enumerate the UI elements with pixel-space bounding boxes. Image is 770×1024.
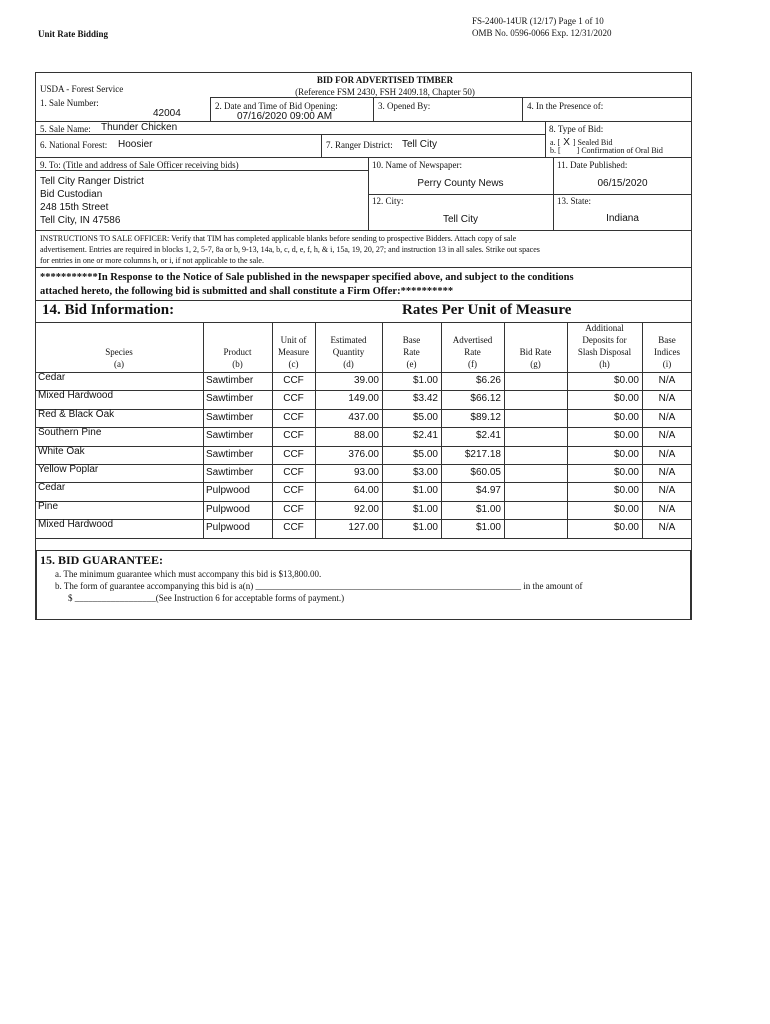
- rates-title: Rates Per Unit of Measure: [402, 302, 572, 318]
- form-type-title: Unit Rate Bidding: [38, 29, 109, 39]
- column-header-label: Deposits for: [582, 335, 627, 345]
- national-forest-label: 6. National Forest:: [40, 140, 108, 150]
- to-label: 9. To: (Title and address of Sale Officer receiving bids): [40, 160, 239, 170]
- form-number: FS-2400-14UR (12/17) Page 1 of 10: [472, 16, 604, 26]
- column-header-label: Slash Disposal: [577, 347, 632, 357]
- slash-deposit-cell: $0.00: [613, 503, 639, 515]
- city-label: 12. City:: [372, 196, 404, 206]
- newspaper-value[interactable]: Perry County News: [417, 178, 504, 189]
- column-header-label: Quantity: [332, 347, 365, 357]
- column-header-code: (f): [468, 359, 477, 369]
- row-divider: [35, 538, 692, 539]
- bid-type-a-prefix: a. [: [550, 138, 561, 147]
- quantity-cell: 64.00: [353, 485, 379, 497]
- divider: [210, 97, 692, 98]
- advertised-rate-cell: $2.41: [475, 430, 501, 442]
- column-header-label: Indices: [654, 347, 680, 357]
- base-indices-cell: N/A: [658, 503, 676, 515]
- bid-type-a-text: ] Sealed Bid: [572, 138, 613, 147]
- column-header-label: Species: [105, 347, 133, 357]
- base-indices-cell: N/A: [658, 467, 676, 478]
- product-cell: Pulpwood: [206, 522, 250, 534]
- base-rate-cell: $1.00: [412, 485, 438, 497]
- bid-opening-value[interactable]: 07/16/2020 09:00 AM: [237, 111, 333, 122]
- product-cell: Sawtimber: [206, 448, 254, 460]
- base-indices-cell: N/A: [658, 430, 676, 442]
- slash-deposit-cell: $0.00: [613, 411, 639, 423]
- species-cell: Yellow Poplar: [38, 464, 99, 475]
- state-label: 13. State:: [557, 196, 591, 206]
- slash-deposit-cell: $0.00: [613, 375, 639, 386]
- column-header-code: (e): [406, 359, 417, 369]
- base-indices-cell: N/A: [658, 522, 676, 534]
- product-cell: Sawtimber: [206, 411, 254, 423]
- omb-number: OMB No. 0596-0066 Exp. 12/31/2020: [472, 28, 612, 38]
- unit-cell: CCF: [283, 393, 304, 405]
- advertised-rate-cell: $89.12: [470, 411, 501, 423]
- column-header-label: Advertised: [452, 335, 493, 345]
- advertised-rate-cell: $66.12: [470, 393, 501, 405]
- bid-guarantee-title: 15. BID GUARANTEE:: [40, 553, 164, 567]
- column-header-label: Measure: [278, 347, 309, 357]
- divider: [321, 134, 322, 157]
- sale-number-value[interactable]: 42004: [153, 108, 181, 119]
- address-line: Tell City, IN 47586: [40, 215, 121, 226]
- unit-cell: CCF: [283, 375, 304, 386]
- column-header: [382, 334, 441, 370]
- quantity-cell: 437.00: [348, 411, 379, 423]
- quantity-cell: 39.00: [353, 375, 379, 386]
- column-header-code: (i): [662, 359, 672, 369]
- address-line: Bid Custodian: [40, 189, 103, 200]
- bid-opening-label: 2. Date and Time of Bid Opening:: [215, 101, 338, 111]
- opened-by-label: 3. Opened By:: [378, 101, 431, 111]
- product-cell: Sawtimber: [206, 430, 254, 442]
- column-header-label: Base: [658, 335, 676, 345]
- divider: [35, 230, 692, 231]
- product-cell: Sawtimber: [206, 393, 254, 405]
- product-cell: Sawtimber: [206, 467, 254, 478]
- column-header-code: (h): [599, 359, 610, 369]
- divider: [35, 300, 692, 301]
- species-cell: Mixed Hardwood: [38, 390, 114, 402]
- sale-officer-address[interactable]: [40, 175, 144, 227]
- instruction-line: advertisement. Entries are required in blocks 1, 2, 5-7, 8a or b, 9-13, 14a, b, c, d, e, f, h, & i, 15a, 19, 20, 27; and instruction 13 in all sales. Strike out spaces: [40, 245, 540, 254]
- bid-title: BID FOR ADVERTISED TIMBER: [316, 75, 454, 85]
- advertised-rate-cell: $217.18: [464, 448, 501, 460]
- column-header-code: (c): [288, 359, 299, 369]
- column-header: [272, 334, 315, 370]
- column-header-label: Product: [223, 347, 252, 357]
- date-published-value[interactable]: 06/15/2020: [597, 178, 648, 189]
- product-cell: Sawtimber: [206, 375, 254, 386]
- offer-line: attached hereto, the following bid is submitted and shall constitute a Firm Offer:**********: [40, 286, 454, 297]
- instruction-line: for entries in one or more columns h, or i, if not applicable to the sale.: [40, 256, 264, 265]
- sale-number-label: 1. Sale Number:: [40, 98, 99, 108]
- divider: [35, 157, 692, 158]
- species-cell: Cedar: [38, 372, 66, 383]
- column-header-label: Rate: [403, 347, 420, 357]
- column-header-code: (b): [232, 359, 243, 369]
- sealed-bid-check[interactable]: X: [563, 137, 570, 148]
- bid-type-b-text: ] Confirmation of Oral Bid: [576, 146, 663, 155]
- sale-name-label: 5. Sale Name:: [40, 124, 91, 134]
- guarantee-form[interactable]: b. The form of guarantee accompanying this bid is a(n) ___________________________________________________________ in the amount of: [55, 581, 583, 591]
- column-header-code: (g): [530, 359, 541, 369]
- column-header: [504, 346, 567, 370]
- column-header-code: (d): [343, 359, 354, 369]
- divider: [35, 267, 692, 268]
- base-rate-cell: $3.00: [412, 467, 438, 478]
- product-cell: Pulpwood: [206, 485, 250, 497]
- base-rate-cell: $1.00: [412, 375, 438, 386]
- base-indices-cell: N/A: [658, 393, 676, 405]
- divider: [35, 170, 368, 171]
- date-published-label: 11. Date Published:: [557, 160, 628, 170]
- slash-deposit-cell: $0.00: [613, 467, 639, 478]
- ranger-district-label: 7. Ranger District:: [326, 140, 393, 150]
- divider: [545, 121, 546, 157]
- species-cell: Pine: [38, 500, 59, 512]
- slash-deposit-cell: $0.00: [613, 485, 639, 497]
- column-header-label: Base: [402, 335, 421, 345]
- column-header-code: (a): [114, 359, 124, 369]
- divider: [368, 194, 692, 195]
- city-value[interactable]: Tell City: [442, 214, 478, 225]
- unit-cell: CCF: [283, 503, 304, 515]
- offer-line: ***********In Response to the Notice of Sale published in the newspaper specified above, and subject to the conditions: [40, 272, 574, 283]
- product-cell: Pulpwood: [206, 503, 250, 515]
- column-header: [441, 334, 504, 370]
- unit-cell: CCF: [283, 467, 304, 478]
- advertised-rate-cell: $6.26: [475, 375, 501, 386]
- advertised-rate-cell: $1.00: [475, 522, 501, 534]
- firm-offer-statement: [40, 271, 574, 299]
- guarantee-minimum: a. The minimum guarantee which must accompany this bid is $13,800.00.: [55, 569, 322, 579]
- unit-cell: CCF: [283, 522, 304, 534]
- bid-type-label: 8. Type of Bid:: [549, 124, 604, 134]
- unit-cell: CCF: [283, 430, 304, 442]
- agency-name: USDA - Forest Service: [40, 84, 124, 94]
- reference-line: (Reference FSM 2430, FSH 2409.18, Chapter 50): [295, 87, 475, 97]
- bid-info-title: 14. Bid Information:: [42, 302, 175, 318]
- quantity-cell: 376.00: [348, 448, 379, 460]
- national-forest-value[interactable]: Hoosier: [118, 139, 153, 150]
- slash-deposit-cell: $0.00: [613, 448, 639, 460]
- column-header: [35, 346, 203, 370]
- divider: [373, 97, 374, 121]
- column-header: [642, 334, 692, 370]
- advertised-rate-cell: $4.97: [475, 485, 501, 497]
- slash-deposit-cell: $0.00: [613, 522, 639, 534]
- quantity-cell: 149.00: [348, 393, 379, 405]
- species-cell: White Oak: [38, 445, 85, 457]
- species-cell: Southern Pine: [38, 427, 102, 439]
- slash-deposit-cell: $0.00: [613, 430, 639, 442]
- bid-type-oral[interactable]: [550, 146, 663, 155]
- quantity-cell: 127.00: [348, 522, 379, 534]
- quantity-cell: 93.00: [353, 467, 379, 478]
- column-header: [203, 346, 272, 370]
- column-header-label: Estimated: [330, 335, 367, 345]
- advertised-rate-cell: $60.05: [470, 467, 501, 478]
- divider: [522, 97, 523, 121]
- sale-name-value[interactable]: Thunder Chicken: [101, 122, 178, 133]
- column-header-label: Bid Rate: [519, 347, 552, 357]
- ranger-district-value[interactable]: Tell City: [402, 139, 438, 150]
- base-indices-cell: N/A: [658, 375, 676, 386]
- unit-cell: CCF: [283, 448, 304, 460]
- address-line: Tell City Ranger District: [40, 176, 144, 187]
- guarantee-amount[interactable]: $ __________________(See Instruction 6 for acceptable forms of payment.): [68, 593, 345, 603]
- quantity-cell: 92.00: [353, 503, 379, 515]
- base-rate-cell: $5.00: [412, 411, 438, 423]
- base-indices-cell: N/A: [658, 485, 676, 497]
- base-rate-cell: $2.41: [412, 430, 438, 442]
- state-value[interactable]: Indiana: [606, 213, 639, 224]
- address-line: 248 15th Street: [40, 202, 109, 213]
- base-rate-cell: $3.42: [412, 393, 438, 405]
- unit-cell: CCF: [283, 485, 304, 497]
- column-header-label: Additional: [585, 323, 624, 333]
- species-cell: Red & Black Oak: [38, 408, 115, 420]
- presence-label: 4. In the Presence of:: [527, 101, 604, 111]
- base-rate-cell: $1.00: [412, 522, 438, 534]
- divider: [210, 97, 211, 121]
- column-header-label: Unit of: [280, 335, 307, 345]
- species-cell: Mixed Hardwood: [38, 519, 114, 531]
- newspaper-label: 10. Name of Newspaper:: [372, 160, 462, 170]
- instruction-line: INSTRUCTIONS TO SALE OFFICER: Verify that TIM has completed applicable blanks before sending to prospective Bidders. Attach copy of sale: [40, 234, 517, 243]
- base-rate-cell: $1.00: [412, 503, 438, 515]
- advertised-rate-cell: $1.00: [475, 503, 501, 515]
- instructions: [40, 233, 690, 266]
- divider: [35, 134, 545, 135]
- column-header-label: Rate: [464, 347, 481, 357]
- base-rate-cell: $5.00: [412, 448, 438, 460]
- column-header: [567, 322, 642, 370]
- base-indices-cell: N/A: [658, 448, 676, 460]
- base-indices-cell: N/A: [658, 411, 676, 423]
- quantity-cell: 88.00: [353, 430, 379, 442]
- slash-deposit-cell: $0.00: [613, 393, 639, 405]
- bid-type-b-prefix: b. [: [550, 146, 561, 155]
- column-header: [315, 334, 382, 370]
- species-cell: Cedar: [38, 482, 66, 494]
- unit-cell: CCF: [283, 411, 304, 423]
